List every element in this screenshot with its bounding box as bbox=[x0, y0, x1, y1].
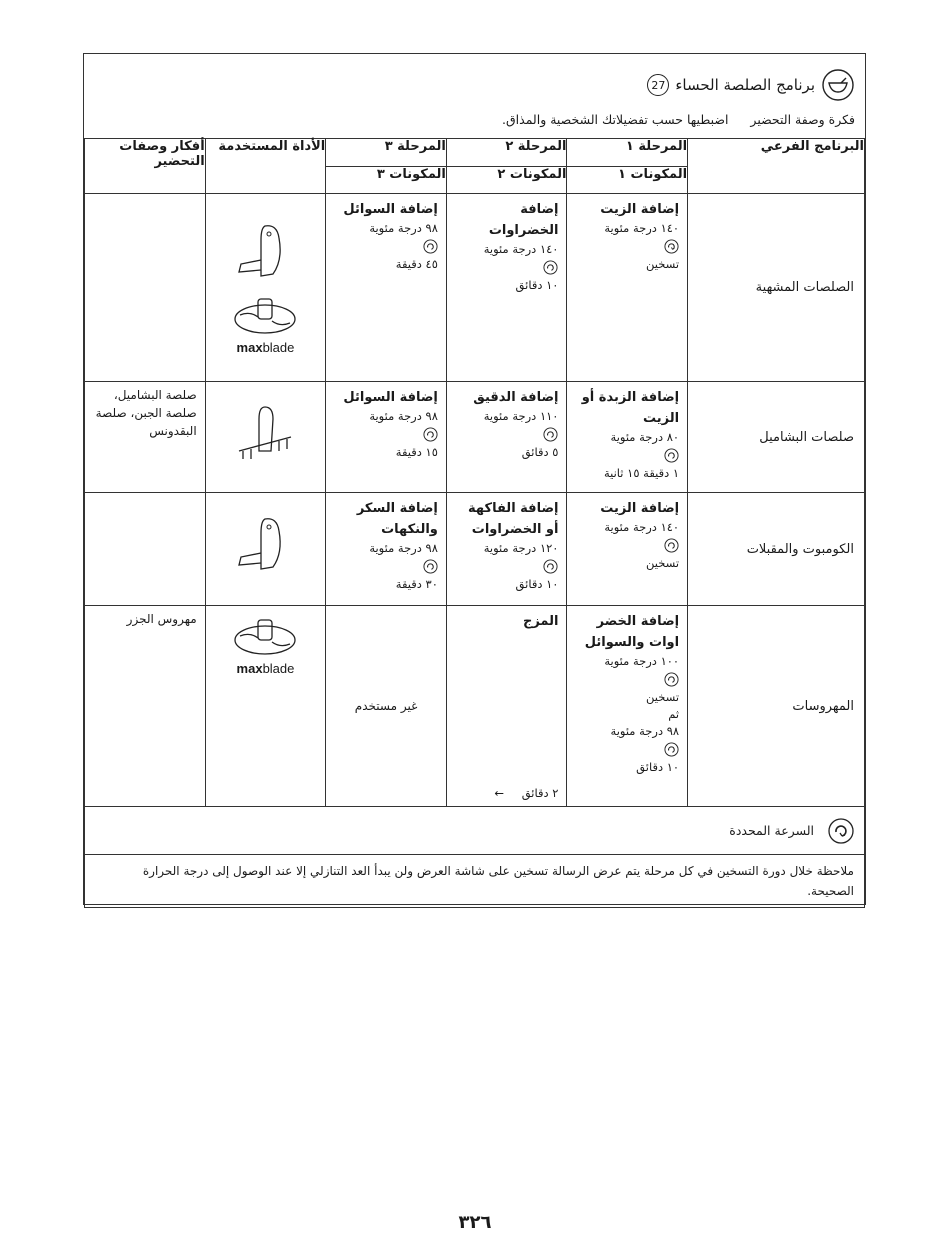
stage-temp: ٨٠ درجة مئوية bbox=[610, 430, 680, 444]
tool-cell bbox=[205, 493, 326, 606]
speed-icon bbox=[423, 427, 438, 442]
stage-time: تسخين bbox=[645, 257, 680, 271]
kneading-paddle-icon bbox=[225, 513, 305, 583]
col-ideas: أفكار وصفات التحضير bbox=[85, 139, 206, 194]
maxblade-label: maxblade bbox=[236, 340, 295, 355]
stage-time: ٣٠ دقيقة bbox=[395, 577, 438, 591]
stage-cell bbox=[446, 493, 567, 606]
subprogram-name: الصلصات المشهية bbox=[688, 194, 865, 382]
title-row bbox=[647, 68, 855, 102]
page-number: ٣٢٦ bbox=[458, 1212, 492, 1233]
stage-temp: ١٤٠ درجة مئوية bbox=[604, 520, 680, 534]
stage-temp: ١٤٠ درجة مئوية bbox=[483, 242, 559, 256]
stage-temp: ٩٨ درجة مئوية bbox=[369, 221, 438, 235]
ideas-cell: صلصة البشاميل، صلصة الجبن، صلصة البقدونس bbox=[85, 382, 206, 493]
stage-cell bbox=[446, 606, 567, 807]
stage-unused: غير مستخدم bbox=[326, 606, 447, 807]
col-ingredients2: المكونات ٢ bbox=[446, 167, 567, 194]
tool-cell bbox=[205, 606, 326, 807]
stage-time: ١٠ دقائق bbox=[636, 760, 680, 774]
speed-icon bbox=[664, 672, 679, 687]
speed-icon bbox=[664, 742, 679, 757]
kneading-paddle-icon bbox=[225, 220, 305, 290]
stage-label: إضافة الخضراوات bbox=[488, 202, 559, 238]
table-header bbox=[84, 54, 865, 139]
stage-then: ثم bbox=[668, 707, 680, 721]
stage-cell bbox=[567, 493, 688, 606]
stage-cell bbox=[446, 194, 567, 382]
stage-time: ٤٥ دقيقة bbox=[395, 257, 438, 271]
stage-time: تسخين bbox=[645, 556, 680, 570]
legend-row bbox=[85, 807, 865, 855]
speed-icon bbox=[828, 818, 854, 844]
note-text: خلال دورة التسخين في كل مرحلة يتم عرض الرسالة تسخين على شاشة العرض ولن يبدأ العد التنازلي إلا عند الوصول إلى درجة الحرارة الصحيحة. bbox=[142, 864, 854, 898]
col-stage2: المرحلة ٢ bbox=[446, 139, 567, 167]
col-tool: الأداة المستخدمة bbox=[205, 139, 326, 194]
stage-temp: ١٢٠ درجة مئوية bbox=[483, 541, 559, 555]
col-ingredients3: المكونات ٣ bbox=[326, 167, 447, 194]
tool-cell bbox=[205, 194, 326, 382]
subtitle-text: اضبطيها حسب تفضيلاتك الشخصية والمذاق. bbox=[501, 112, 729, 127]
speed-icon bbox=[423, 559, 438, 574]
ideas-cell bbox=[85, 493, 206, 606]
table-row bbox=[85, 382, 865, 493]
note-label: ملاحظة bbox=[816, 864, 854, 878]
stage-time: ١٠ دقائق bbox=[515, 577, 559, 591]
col-stage3: المرحلة ٣ bbox=[326, 139, 447, 167]
stage-temp: ١٤٠ درجة مئوية bbox=[604, 221, 680, 235]
stage-time: ٢ دقائق bbox=[521, 786, 559, 800]
speed-icon bbox=[543, 427, 558, 442]
stage-temp: ٩٨ درجة مئوية bbox=[369, 409, 438, 423]
stage-cell bbox=[326, 382, 447, 493]
stage-cell bbox=[326, 493, 447, 606]
col-stage1: المرحلة ١ bbox=[567, 139, 688, 167]
speed-icon bbox=[543, 260, 558, 275]
subtitle-label: فكرة وصفة التحضير bbox=[750, 112, 855, 127]
stage-label: إضافة الزيت bbox=[600, 501, 680, 516]
whisk-icon bbox=[225, 401, 305, 471]
stage-cell bbox=[567, 606, 688, 807]
col-subprogram: البرنامج الفرعي bbox=[688, 139, 865, 194]
speed-icon bbox=[664, 538, 679, 553]
stage-temp: ١١٠ درجة مئوية bbox=[483, 409, 559, 423]
stage-label: إضافة الفاكهة أو الخضراوات bbox=[468, 501, 559, 537]
stage-label: إضافة الزبدة أو الزيت bbox=[581, 390, 680, 426]
col-ingredients1: المكونات ١ bbox=[567, 167, 688, 194]
table-row bbox=[85, 194, 865, 382]
stage-temp: ١٠٠ درجة مئوية bbox=[604, 654, 680, 668]
speed-icon bbox=[543, 559, 558, 574]
table-row bbox=[85, 493, 865, 606]
stage-label: إضافة السوائل bbox=[343, 202, 438, 217]
stage-label: إضافة الزيت bbox=[600, 202, 680, 217]
note-row bbox=[85, 855, 865, 908]
stage-cell bbox=[446, 382, 567, 493]
stage-time: ١ دقيقة ١٥ ثانية bbox=[603, 466, 680, 480]
table-row bbox=[85, 606, 865, 807]
ideas-cell: مهروس الجزر bbox=[85, 606, 206, 807]
stage-time: تسخين bbox=[645, 690, 680, 704]
program-number-badge: 27 bbox=[647, 74, 669, 96]
maxblade-icon bbox=[230, 614, 300, 658]
maxblade-label: maxblade bbox=[236, 661, 295, 676]
recipe-table bbox=[84, 138, 865, 908]
subtitle bbox=[502, 112, 855, 127]
subprogram-name: المهروسات bbox=[688, 606, 865, 807]
stage-label: إضافة الدقيق bbox=[473, 390, 559, 405]
maxblade-icon bbox=[230, 293, 300, 337]
stage-temp: ٩٨ درجة مئوية bbox=[610, 724, 680, 738]
stage-cell bbox=[567, 382, 688, 493]
ideas-cell bbox=[85, 194, 206, 382]
speed-icon bbox=[664, 448, 679, 463]
stage-label: إضافة السكر والنكهات bbox=[356, 501, 438, 537]
recipe-table-frame bbox=[83, 53, 866, 905]
speed-legend-label: السرعة المحددة bbox=[729, 823, 814, 838]
speed-icon bbox=[664, 239, 679, 254]
stage-temp: ٩٨ درجة مئوية bbox=[369, 541, 438, 555]
subprogram-name: صلصات البشاميل bbox=[688, 382, 865, 493]
stage-label: إضافة الخضر اوات والسوائل bbox=[584, 614, 680, 650]
arrow-left-icon: ← bbox=[494, 786, 505, 800]
stage-cell bbox=[326, 194, 447, 382]
soup-bowl-icon bbox=[821, 68, 855, 102]
stage-cell bbox=[567, 194, 688, 382]
stage-time: ١٥ دقيقة bbox=[395, 445, 438, 459]
stage-label: إضافة السوائل bbox=[343, 390, 438, 405]
program-title: برنامج الصلصة الحساء bbox=[675, 76, 815, 94]
stage-label: المزج bbox=[522, 614, 559, 629]
stage-time-row bbox=[494, 786, 558, 800]
subprogram-name: الكومبوت والمقبلات bbox=[688, 493, 865, 606]
tool-cell bbox=[205, 382, 326, 493]
stage-time: ١٠ دقائق bbox=[515, 278, 559, 292]
speed-icon bbox=[423, 239, 438, 254]
stage-time: ٥ دقائق bbox=[521, 445, 559, 459]
